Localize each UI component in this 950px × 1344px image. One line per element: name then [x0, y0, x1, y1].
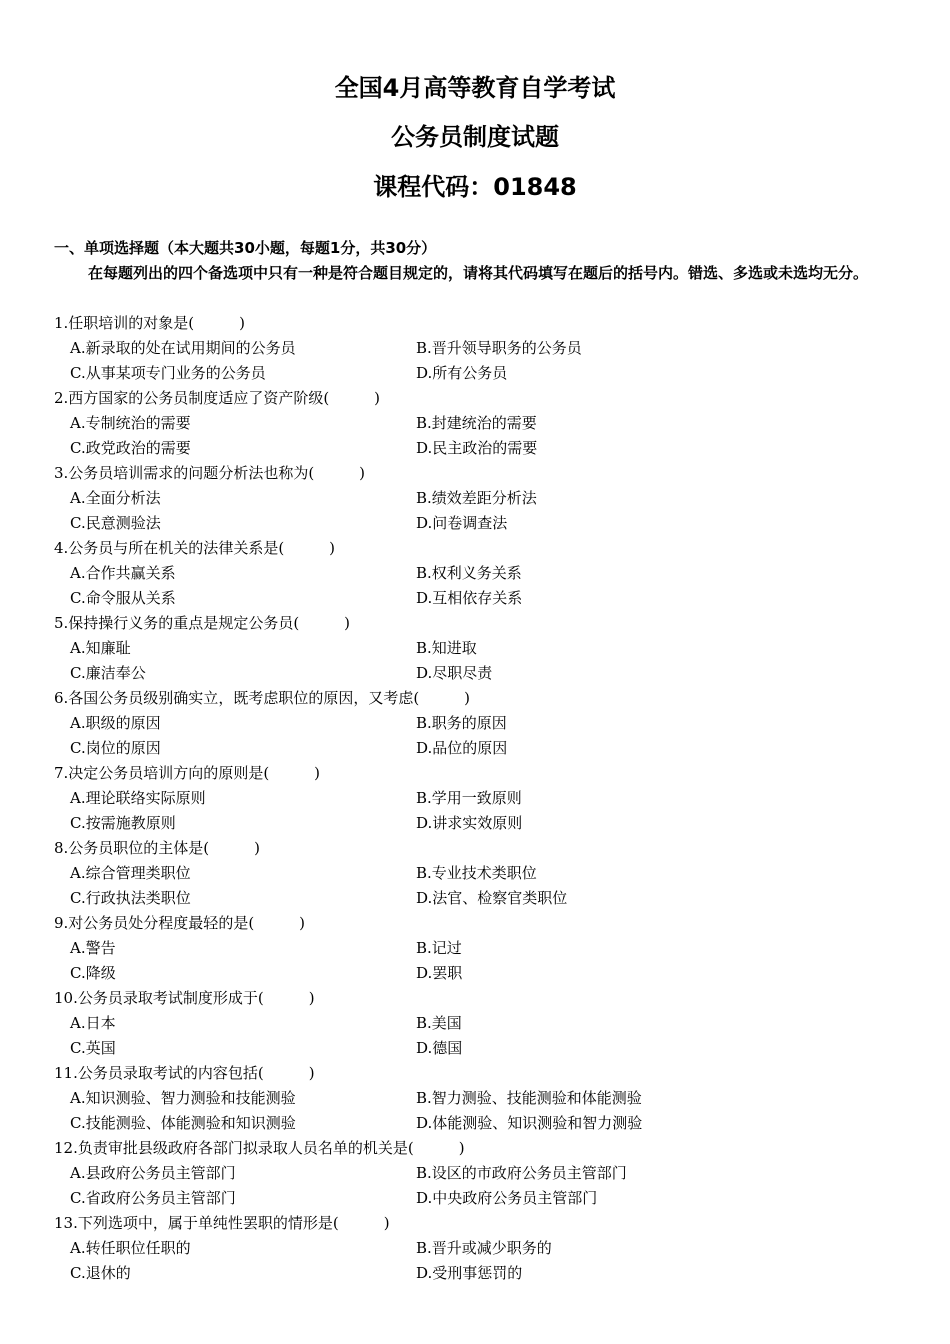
- option-row: [54, 736, 914, 761]
- question-stem: 8.公务员职位的主体是( ): [54, 839, 261, 857]
- answer-option: A.县政府公务员主管部门: [70, 1164, 236, 1182]
- section-header: [54, 236, 914, 286]
- option-row: [54, 636, 914, 661]
- option-row: [54, 1236, 914, 1261]
- option-row: [54, 561, 914, 586]
- option-row: [54, 586, 914, 611]
- answer-option: B.学用一致原则: [416, 789, 522, 807]
- option-row: [54, 436, 914, 461]
- option-row: [54, 1186, 914, 1211]
- option-row: [54, 1036, 914, 1061]
- option-row: [54, 361, 914, 386]
- answer-option: A.理论联络实际原则: [70, 789, 206, 807]
- answer-option: D.受刑事惩罚的: [416, 1264, 523, 1282]
- answer-option: B.专业技术类职位: [416, 864, 537, 882]
- answer-option: B.美国: [416, 1014, 462, 1032]
- answer-option: A.知廉耻: [70, 639, 131, 657]
- option-row: [54, 1161, 914, 1186]
- answer-option: D.体能测验、知识测验和智力测验: [416, 1114, 643, 1132]
- answer-option: C.英国: [70, 1039, 116, 1057]
- answer-option: A.警告: [70, 939, 116, 957]
- question-stem: 6.各国公务员级别确实立，既考虑职位的原因，又考虑( ): [54, 689, 471, 707]
- answer-option: C.按需施教原则: [70, 814, 176, 832]
- answer-option: D.民主政治的需要: [416, 439, 538, 457]
- answer-option: B.记过: [416, 939, 462, 957]
- question-stem: 7.决定公务员培训方向的原则是( ): [54, 764, 321, 782]
- answer-option: B.权利义务关系: [416, 564, 522, 582]
- answer-option: C.命令服从关系: [70, 589, 176, 607]
- answer-option: A.知识测验、智力测验和技能测验: [70, 1089, 296, 1107]
- question-stem: 3.公务员培训需求的问题分析法也称为( ): [54, 464, 366, 482]
- answer-option: D.法官、检察官类职位: [416, 889, 568, 907]
- subject-title: 公务员制度试题: [391, 123, 559, 151]
- answer-option: C.降级: [70, 964, 116, 982]
- option-row: [54, 1086, 914, 1111]
- answer-option: A.综合管理类职位: [70, 864, 191, 882]
- question-stem: 4.公务员与所在机关的法律关系是( ): [54, 539, 336, 557]
- answer-option: C.政党政治的需要: [70, 439, 191, 457]
- option-row: [54, 811, 914, 836]
- option-row: [54, 411, 914, 436]
- option-row: [54, 661, 914, 686]
- answer-option: B.职务的原因: [416, 714, 507, 732]
- answer-option: D.中央政府公务员主管部门: [416, 1189, 598, 1207]
- course-code: 课程代码：01848: [373, 173, 577, 201]
- answer-option: D.德国: [416, 1039, 463, 1057]
- answer-option: B.智力测验、技能测验和体能测验: [416, 1089, 642, 1107]
- answer-option: C.民意测验法: [70, 514, 161, 532]
- answer-option: D.所有公务员: [416, 364, 508, 382]
- option-row: [54, 1111, 914, 1136]
- answer-option: D.罢职: [416, 964, 463, 982]
- answer-option: C.从事某项专门业务的公务员: [70, 364, 266, 382]
- option-row: [54, 886, 914, 911]
- question-stem: 2.西方国家的公务员制度适应了资产阶级( ): [54, 389, 381, 407]
- answer-option: B.知进取: [416, 639, 477, 657]
- answer-option: A.日本: [70, 1014, 116, 1032]
- answer-option: A.专制统治的需要: [70, 414, 191, 432]
- answer-option: A.新录取的处在试用期间的公务员: [70, 339, 296, 357]
- answer-option: B.晋升或减少职务的: [416, 1239, 552, 1257]
- answer-option: B.晋升领导职务的公务员: [416, 339, 582, 357]
- answer-option: D.尽职尽责: [416, 664, 493, 682]
- question-stem: 9.对公务员处分程度最轻的是( ): [54, 914, 306, 932]
- option-row: [54, 861, 914, 886]
- option-row: [54, 486, 914, 511]
- option-row: [54, 786, 914, 811]
- answer-option: D.互相依存关系: [416, 589, 523, 607]
- answer-option: B.绩效差距分析法: [416, 489, 537, 507]
- question-stem: 13.下列选项中，属于单纯性罢职的情形是( ): [54, 1214, 390, 1232]
- question-stem: 11.公务员录取考试的内容包括( ): [54, 1064, 315, 1082]
- answer-option: C.省政府公务员主管部门: [70, 1189, 236, 1207]
- answer-option: A.转任职位任职的: [70, 1239, 191, 1257]
- answer-option: D.问卷调查法: [416, 514, 508, 532]
- option-row: [54, 1261, 914, 1286]
- answer-option: A.全面分析法: [70, 489, 161, 507]
- answer-option: C.岗位的原因: [70, 739, 161, 757]
- answer-option: B.设区的市政府公务员主管部门: [416, 1164, 627, 1182]
- option-row: [54, 336, 914, 361]
- option-row: [54, 1011, 914, 1036]
- question-list: [54, 311, 914, 1286]
- question-stem: 10.公务员录取考试制度形成于( ): [54, 989, 315, 1007]
- question-stem: 1.任职培训的对象是( ): [54, 314, 246, 332]
- option-row: [54, 936, 914, 961]
- answer-option: C.行政执法类职位: [70, 889, 191, 907]
- option-row: [54, 711, 914, 736]
- answer-option: C.廉洁奉公: [70, 664, 146, 682]
- question-stem: 12.负责审批县级政府各部门拟录取人员名单的机关是( ): [54, 1139, 465, 1157]
- question-stem: 5.保持操行义务的重点是规定公务员( ): [54, 614, 351, 632]
- section-instruction: 在每题列出的四个备选项中只有一种是符合题目规定的，请将其代码填写在题后的括号内。错选、多选或未选均无分。: [88, 264, 869, 282]
- option-row: [54, 511, 914, 536]
- answer-option: B.封建统治的需要: [416, 414, 537, 432]
- option-row: [54, 961, 914, 986]
- answer-option: D.品位的原因: [416, 739, 508, 757]
- answer-option: D.讲求实效原则: [416, 814, 523, 832]
- answer-option: A.合作共赢关系: [70, 564, 176, 582]
- exam-title: 全国4月高等教育自学考试: [334, 74, 616, 102]
- answer-option: C.技能测验、体能测验和知识测验: [70, 1114, 296, 1132]
- answer-option: A.职级的原因: [70, 714, 161, 732]
- section-heading: 一、单项选择题（本大题共30小题，每题1分，共30分）: [54, 239, 437, 257]
- answer-option: C.退休的: [70, 1264, 131, 1282]
